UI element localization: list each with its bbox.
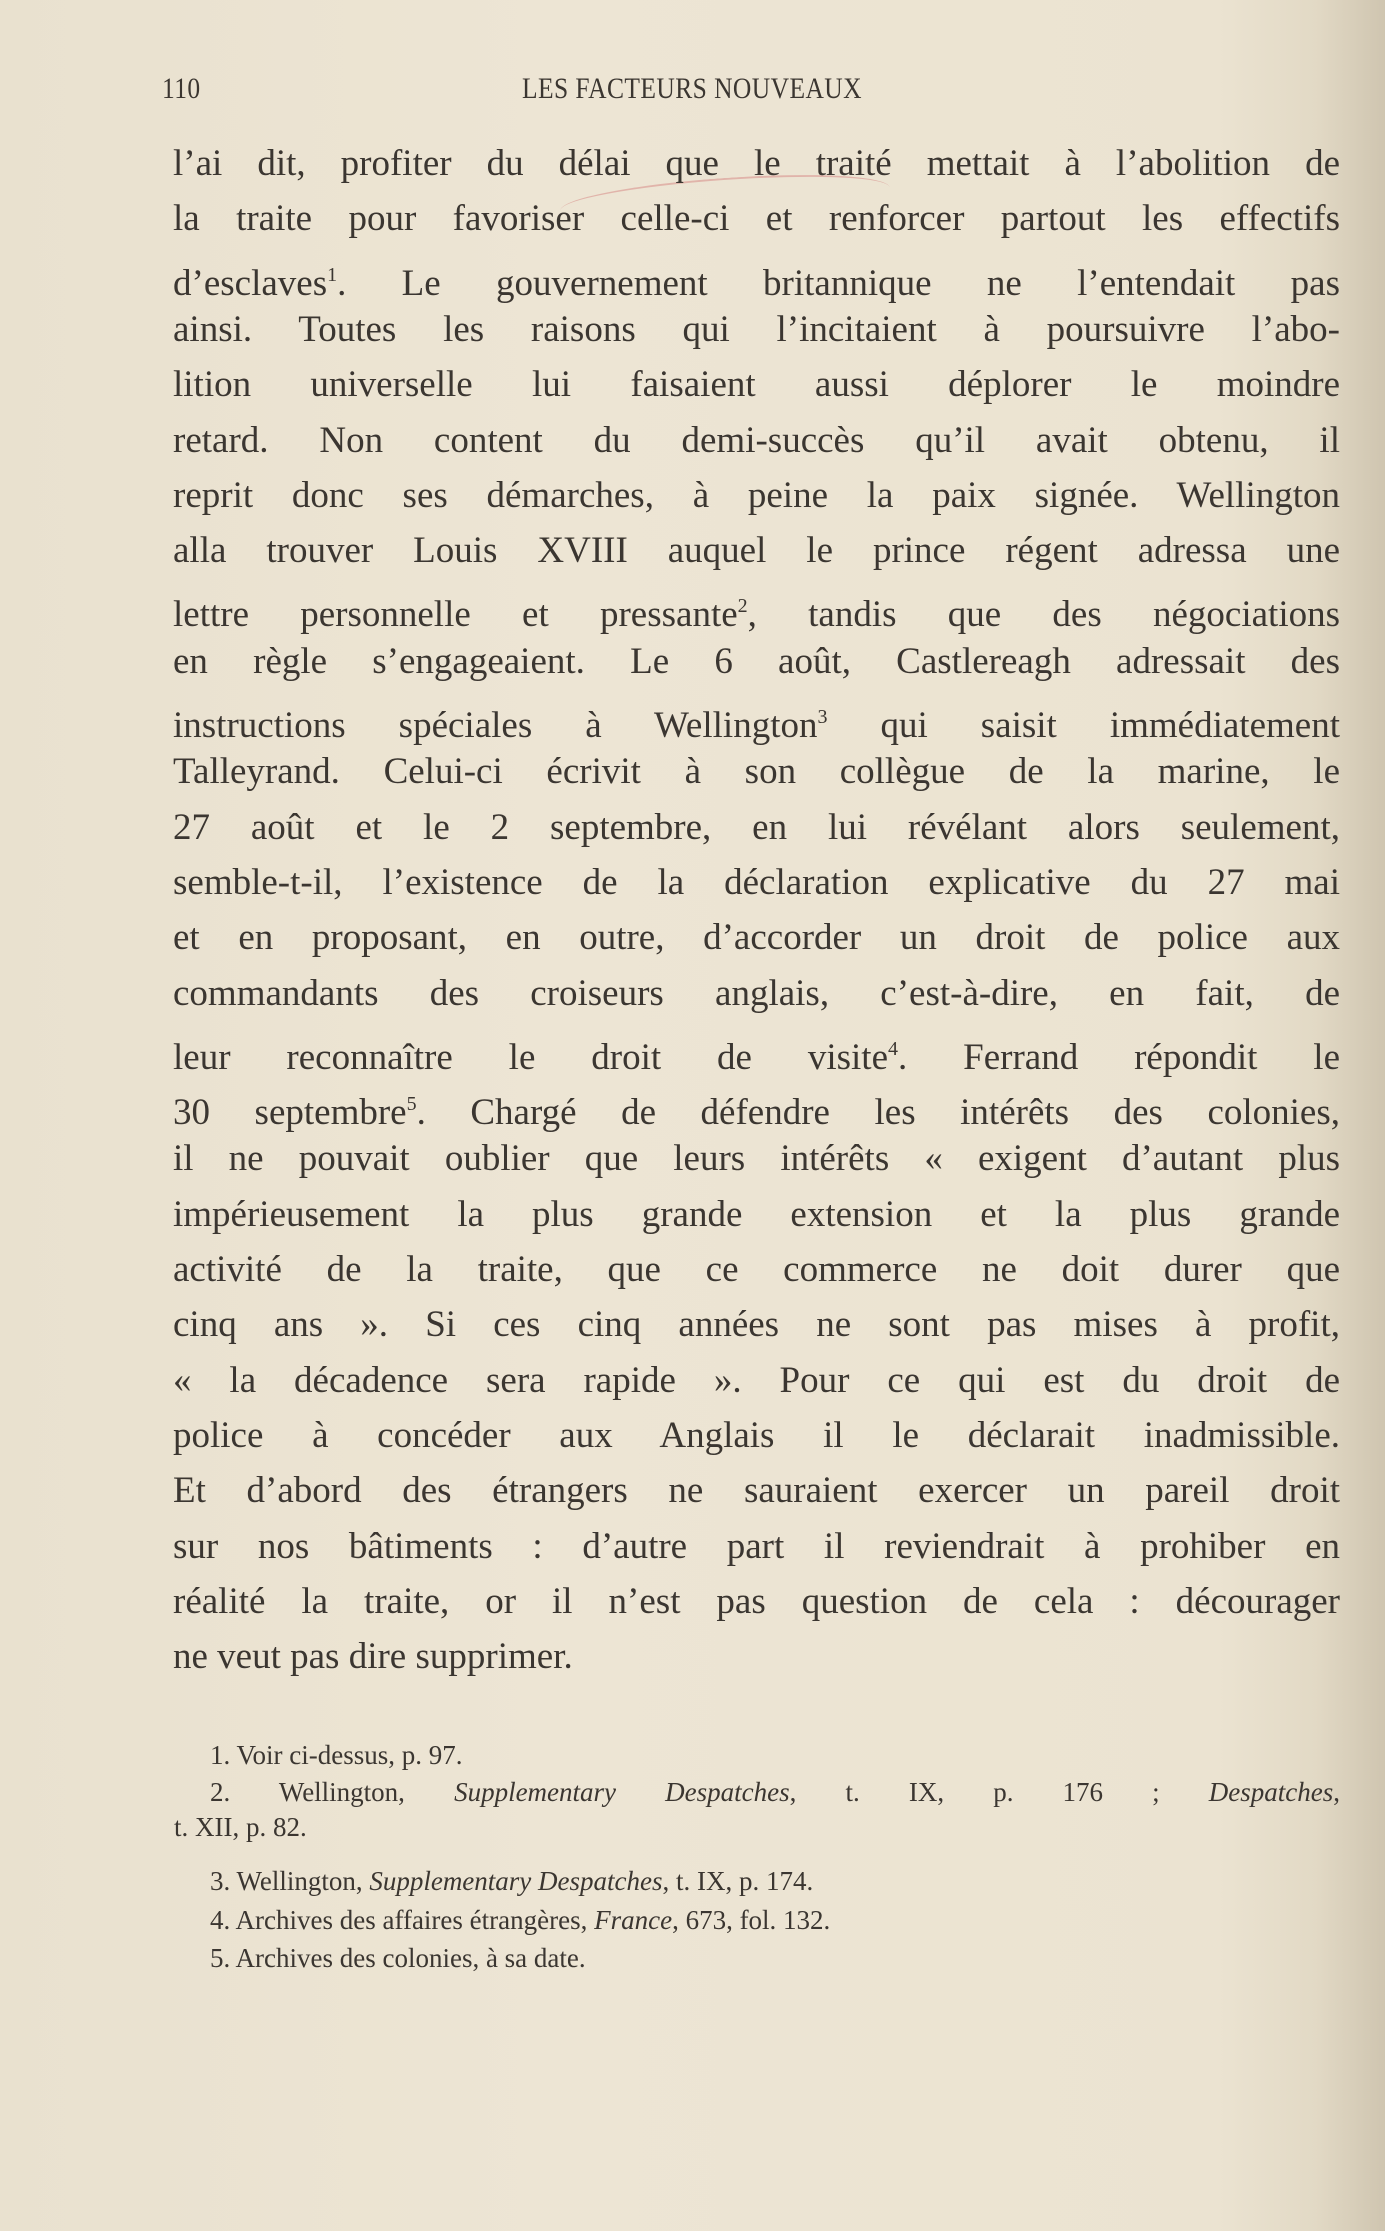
text-segment: instructions spéciales à Wellington (173, 705, 818, 746)
italic-title: Despatches (1208, 1777, 1334, 1807)
text-segment: 2. Wellington, (210, 1777, 455, 1807)
text-segment: commandants des croiseurs anglais, c’est-à-dire, en fait, de (173, 972, 1340, 1014)
text-line (173, 806, 1340, 850)
text-segment: en règle s’engageaient. Le 6 août, Castlereagh adressait des (173, 640, 1340, 682)
text-segment: Talleyrand. Celui-ci écrivit à son collègue de la marine, le (173, 751, 1340, 793)
text-line (173, 529, 1340, 573)
footnote-line (174, 1738, 1340, 1772)
text-segment: et en proposant, en outre, d’accorder un droit de police aux (173, 917, 1340, 959)
footnote-line (174, 1864, 1340, 1898)
text-line (173, 419, 1340, 463)
text-line (173, 308, 1340, 352)
footnote-marker: 4 (888, 1037, 899, 1060)
text-segment: 27 août et le 2 septembre, en lui révélant alors seulement, (173, 806, 1340, 848)
text-line (173, 861, 1340, 905)
text-segment: 1. Voir ci-dessus, p. 97. (210, 1740, 463, 1770)
text-line (173, 1303, 1340, 1347)
text-line (173, 972, 1340, 1016)
italic-title: France (594, 1905, 673, 1935)
text-segment: reprit donc ses démarches, à peine la paix signée. Wellington (173, 474, 1340, 516)
text-segment: Et d’abord des étrangers ne sauraient exercer un pareil droit (173, 1470, 1340, 1512)
text-segment: qui saisit immédiatement (827, 705, 1340, 746)
text-line (173, 1137, 1340, 1181)
text-segment: , 673, fol. 132. (672, 1905, 831, 1935)
text-line (173, 750, 1340, 794)
text-segment: d’esclaves (173, 262, 328, 304)
text-segment: 30 septembre (173, 1092, 407, 1134)
text-line (173, 197, 1340, 241)
running-title: LES FACTEURS NOUVEAUX (522, 72, 862, 105)
footnote-line (174, 1775, 1340, 1809)
text-line (173, 1580, 1340, 1624)
text-segment: 4. Archives des affaires étrangères, (210, 1905, 595, 1935)
text-line (173, 363, 1340, 407)
text-segment: , (1333, 1777, 1340, 1807)
text-segment: ne veut pas dire supprimer. (173, 1636, 573, 1678)
footnote-line (174, 1903, 1340, 1937)
text-segment: semble-t-il, l’existence de la déclaration explicative du 27 mai (173, 861, 1340, 903)
text-segment: la traite pour favoriser celle-ci et renforcer partout les effectifs (173, 198, 1340, 240)
text-segment: cinq ans ». Si ces cinq années ne sont pas mises à profit, (173, 1304, 1340, 1346)
footnote-marker: 3 (817, 706, 828, 728)
italic-title: Supplementary Despatches (454, 1777, 790, 1807)
text-segment: leur reconnaître le droit de visite (173, 1036, 889, 1078)
text-segment: l’ai dit, profiter du délai que le traité mettait à l’abolition de (173, 143, 1340, 184)
text-line (173, 640, 1340, 684)
text-segment: , t. IX, p. 176 ; (789, 1777, 1209, 1807)
text-line (173, 695, 1340, 748)
italic-title: Supplementary Despatches (369, 1866, 663, 1896)
text-segment: . Chargé de défendre les intérêts des colonies, (416, 1092, 1341, 1134)
footnote-marker: 5 (406, 1093, 417, 1116)
text-segment: réalité la traite, or il n’est pas question de cela : décourager (173, 1580, 1340, 1622)
text-line (173, 1359, 1340, 1403)
text-line (173, 1525, 1340, 1569)
text-line (173, 1193, 1340, 1237)
text-segment: retard. Non content du demi-succès qu’il avait obtenu, il (173, 419, 1340, 461)
text-segment: sur nos bâtiments : d’autre part il reviendrait à prohiber en (173, 1525, 1340, 1567)
text-line (173, 916, 1340, 960)
footnote-marker: 2 (737, 595, 748, 618)
text-segment: activité de la traite, que ce commerce ne doit durer que (173, 1249, 1340, 1290)
text-line (173, 1635, 1340, 1679)
text-line (173, 1414, 1340, 1458)
text-line (173, 584, 1340, 637)
footnote-line (174, 1941, 1340, 1975)
footnote-line (174, 1810, 1340, 1844)
text-segment: , tandis que des négociations (747, 594, 1341, 636)
text-segment: . Ferrand répondit le (898, 1036, 1340, 1078)
text-segment: , t. IX, p. 174. (662, 1866, 814, 1896)
text-line (173, 1248, 1340, 1292)
text-line (173, 1027, 1340, 1080)
text-segment: lition universelle lui faisaient aussi déplorer le moindre (173, 364, 1340, 406)
text-segment: impérieusement la plus grande extension et la plus grande (173, 1193, 1340, 1235)
text-segment: police à concéder aux Anglais il le déclarait inadmissible. (173, 1414, 1340, 1456)
text-segment: il ne pouvait oublier que leurs intérêts « exigent d’autant plus (173, 1138, 1340, 1180)
text-segment: lettre personnelle et pressante (173, 594, 738, 636)
text-segment: alla trouver Louis XVIII auquel le prince régent adressa une (173, 530, 1340, 572)
text-line (173, 474, 1340, 518)
text-line (173, 142, 1340, 186)
text-line (173, 1082, 1340, 1135)
text-segment: 5. Archives des colonies, à sa date. (210, 1943, 586, 1973)
text-segment: 3. Wellington, (210, 1866, 370, 1896)
text-segment: . Le gouvernement britannique ne l’entendait pas (337, 262, 1340, 304)
footnote-marker: 1 (327, 263, 338, 286)
text-line (173, 253, 1340, 306)
page-number: 110 (162, 72, 201, 105)
text-segment: t. XII, p. 82. (174, 1812, 307, 1842)
text-segment: « la décadence sera rapide ». Pour ce qui est du droit de (173, 1359, 1340, 1401)
text-segment: ainsi. Toutes les raisons qui l’incitaient à poursuivre l’abo- (173, 308, 1340, 350)
text-line (173, 1469, 1340, 1513)
